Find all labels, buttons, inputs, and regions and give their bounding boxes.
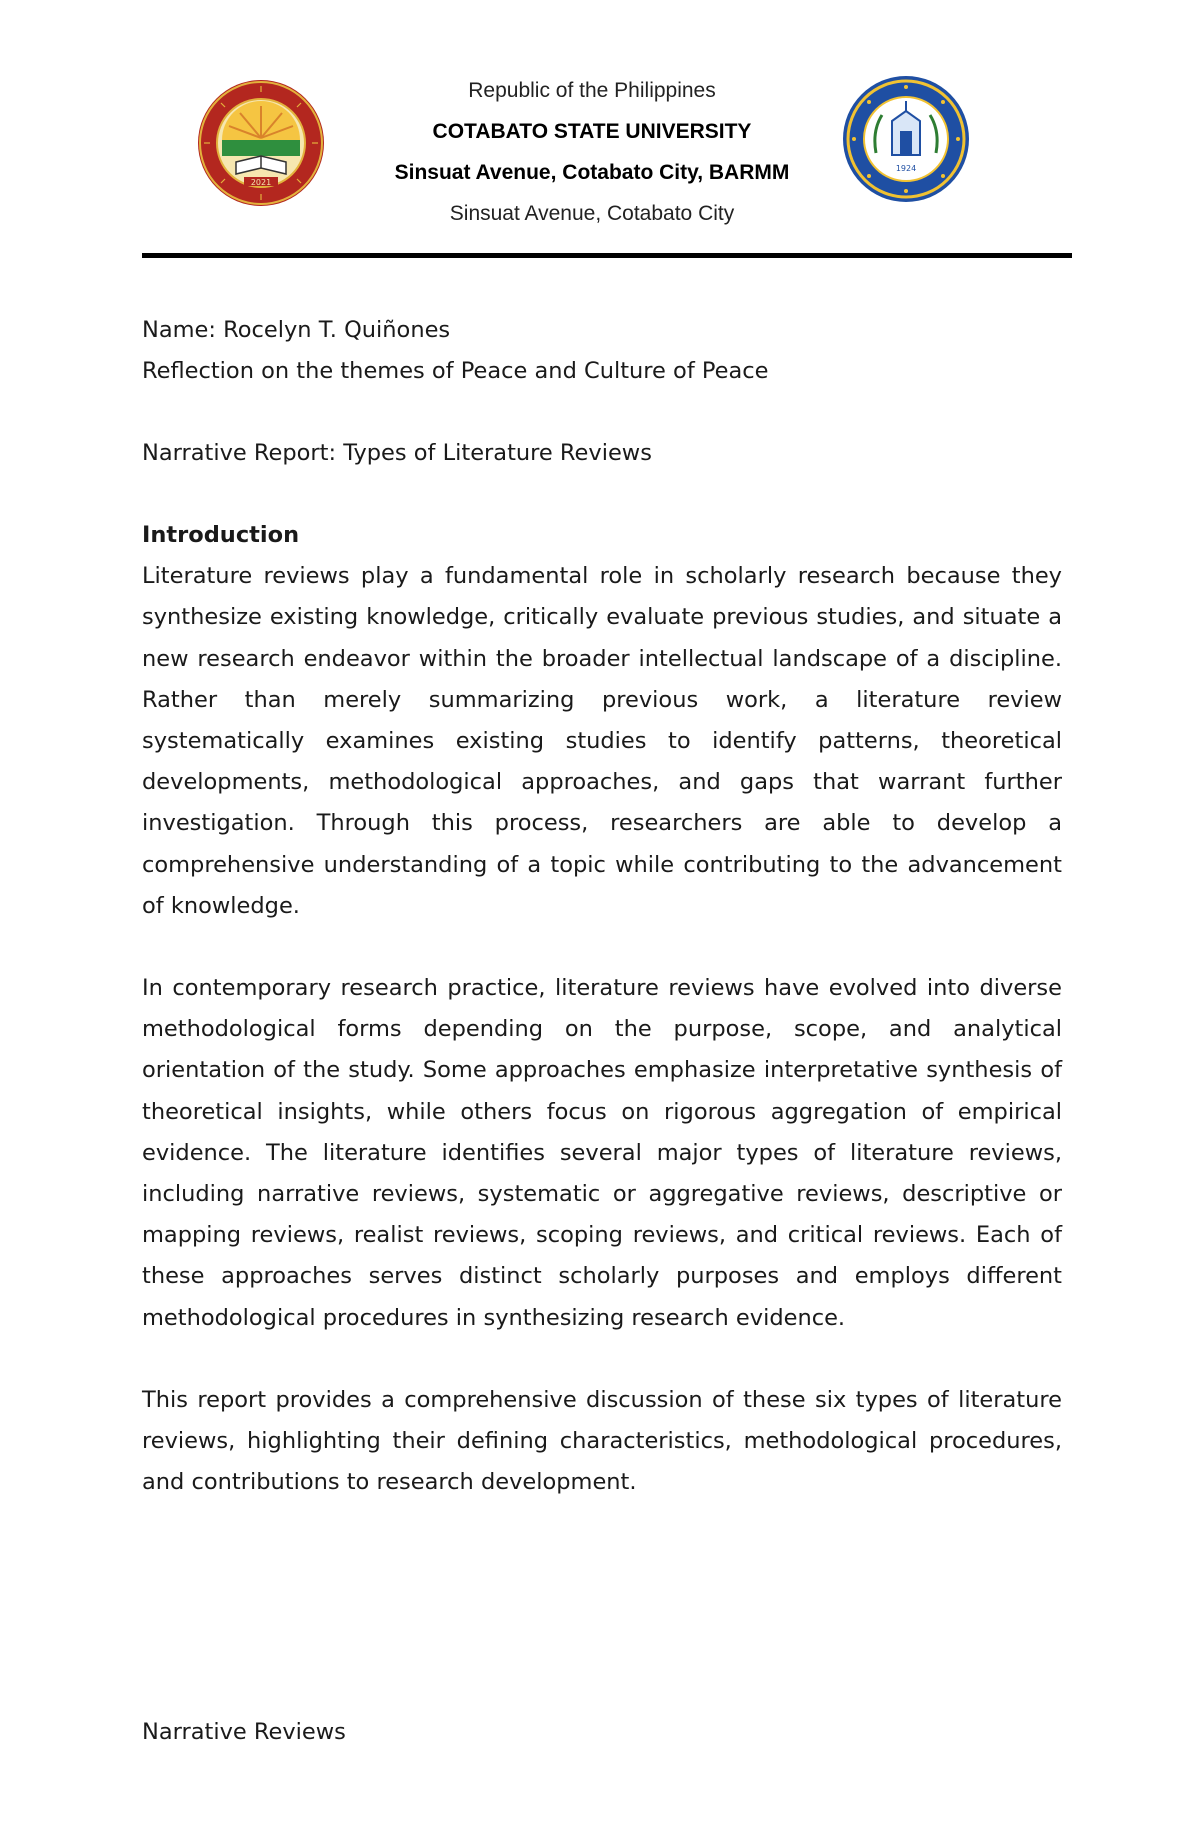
document-body [142,515,1062,1544]
document-meta [142,310,1062,474]
paragraph: In contemporary research practice, literature reviews have evolved into diverse methodological forms depending on the purpose, scope, and analytical orientation of the study. Some approaches emphasize interpretative synthesis of theoretical insights, while others focus on rigorous aggregation of empirical evidence. The literature identifies several major types of literature reviews, including narrative reviews, systematic or aggregative reviews, descriptive or mapping reviews, realist reviews, scoping reviews, and critical reviews. Each of these approaches serves distinct scholarly purposes and employs different methodological procedures in synthesizing research evidence. [142,975,1062,1331]
left-seal-year: 2021 [250,178,272,187]
paragraph: Literature reviews play a fundamental role in scholarly research because they synthesize existing knowledge, critically evaluate previous studies, and situate a new research endeavor within the broader intellectual landscape of a discipline. Rather than merely summarizing previous work, a literature review systematically examines existing studies to identify patterns, theoretical developments, methodological approaches, and gaps that warrant further investigation. Through this process, researchers are able to develop a comprehensive understanding of a topic while contributing to the advancement of knowledge. [142,563,1062,919]
header-divider [142,253,1072,258]
section-heading-introduction: Introduction [142,522,300,548]
letterhead-text [372,70,812,234]
author-name: Name: Rocelyn T. Quiñones [142,317,451,343]
right-seal-year: 1924 [895,164,917,173]
report-title: Narrative Report: Types of Literature Reviews [142,440,652,466]
university-name: COTABATO STATE UNIVERSITY [432,120,752,143]
paragraph: This report provides a comprehensive discussion of these six types of literature reviews, highlighting their defining characteristics, methodological procedures, and contributions to research development. [142,1386,1062,1496]
republic-line: Republic of the Philippines [468,79,716,102]
university-address: Sinsuat Avenue, Cotabato City [449,202,735,225]
spacer [142,392,1062,433]
campus-seal-icon [842,75,970,203]
university-seal-icon [196,78,326,208]
section-heading-narrative-reviews: Narrative Reviews [142,1719,346,1745]
letterhead [142,70,1072,230]
subject-line: Reflection on the themes of Peace and Culture of Peace [142,358,769,384]
university-address-bold: Sinsuat Avenue, Cotabato City, BARMM [394,161,790,184]
